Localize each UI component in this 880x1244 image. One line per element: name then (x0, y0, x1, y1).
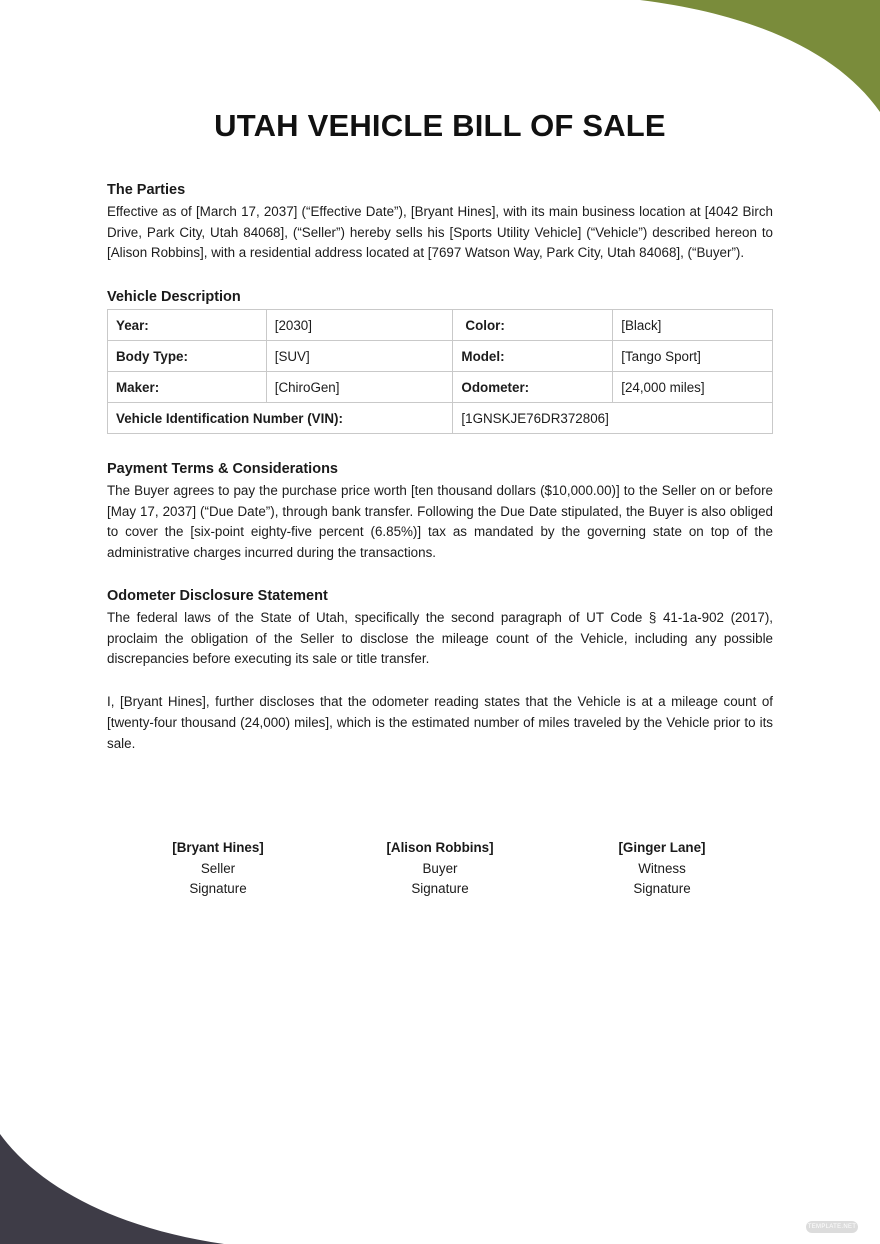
color-label: Color: (453, 310, 613, 341)
buyer-signature-caption: Signature (411, 881, 469, 897)
body-type-value: [SUV] (266, 341, 453, 372)
vehicle-heading: Vehicle Description (107, 289, 241, 305)
witness-role: Witness (638, 860, 686, 876)
odometer-text: The federal laws of the State of Utah, specifically the second paragraph of UT Code § 41-1a-902 (2017), proclaim the obligation of the Seller to disclose the mileage count of the Vehicle, including any possible discrepancies before executing its sale or title transfer. (107, 610, 773, 667)
witness-signature-caption: Signature (633, 881, 691, 897)
body-type-label: Body Type: (108, 341, 267, 372)
odometer-declaration: I, [Bryant Hines], further discloses that the odometer reading states that the Vehicle is at a mileage count of [twenty-four thousand (24,000) miles], which is the estimated number of miles traveled by the Vehicle prior to its sale. (107, 694, 773, 751)
odometer-heading: Odometer Disclosure Statement (107, 588, 328, 604)
payment-heading: Payment Terms & Considerations (107, 461, 338, 477)
vehicle-table (107, 309, 773, 434)
vin-value: [1GNSKJE76DR372806] (453, 403, 773, 434)
document-title: UTAH VEHICLE BILL OF SALE (214, 108, 666, 143)
odometer-label: Odometer: (453, 372, 613, 403)
model-label: Model: (453, 341, 613, 372)
buyer-name: [Alison Robbins] (386, 840, 494, 855)
vin-label: Vehicle Identification Number (VIN): (108, 403, 453, 434)
decorative-dark-curve (0, 1134, 224, 1244)
decorative-green-curve (640, 0, 880, 112)
parties-section (107, 180, 773, 264)
seller-signature (118, 838, 318, 900)
table-row (108, 310, 773, 341)
model-value: [Tango Sport] (613, 341, 773, 372)
table-row (108, 372, 773, 403)
table-row (108, 341, 773, 372)
odometer-value: [24,000 miles] (613, 372, 773, 403)
parties-heading: The Parties (107, 182, 186, 198)
vehicle-section (107, 287, 773, 434)
seller-signature-caption: Signature (189, 881, 247, 897)
maker-label: Maker: (108, 372, 267, 403)
payment-text: The Buyer agrees to pay the purchase price worth [ten thousand dollars ($10,000.00)] to the Seller on or before [May 17, 2037] (“Due Date”), through bank transfer. Following the Due Date stipulated, the Buyer is also obliged to cover the [six-point eighty-five percent (6.85%)] tax as mandated by the governing state on top of the administrative charges incurred during the transactions. (107, 483, 773, 561)
parties-text: Effective as of [March 17, 2037] (“Effective Date”), [Bryant Hines], with its main business location at [4042 Birch Drive, Park City, Utah 84068], (“Seller”) hereby sells his [Sports Utility Vehicle] (“Vehicle”) described hereon to [Alison Robbins], with a residential address located at [7697 Watson Way, Park City, Utah 84068], (“Buyer”). (107, 204, 773, 261)
signature-block (0, 838, 880, 908)
year-label: Year: (108, 310, 267, 341)
seller-name: [Bryant Hines] (172, 840, 264, 855)
watermark-badge: TEMPLATE.NET (806, 1221, 858, 1233)
buyer-signature (340, 838, 540, 900)
color-value: [Black] (613, 310, 773, 341)
witness-signature (562, 838, 762, 900)
odometer-section (107, 586, 773, 754)
table-row (108, 403, 773, 434)
buyer-role: Buyer (422, 860, 458, 876)
payment-section (107, 459, 773, 564)
year-value: [2030] (266, 310, 453, 341)
maker-value: [ChiroGen] (266, 372, 453, 403)
seller-role: Seller (200, 860, 236, 876)
witness-name: [Ginger Lane] (618, 840, 706, 855)
